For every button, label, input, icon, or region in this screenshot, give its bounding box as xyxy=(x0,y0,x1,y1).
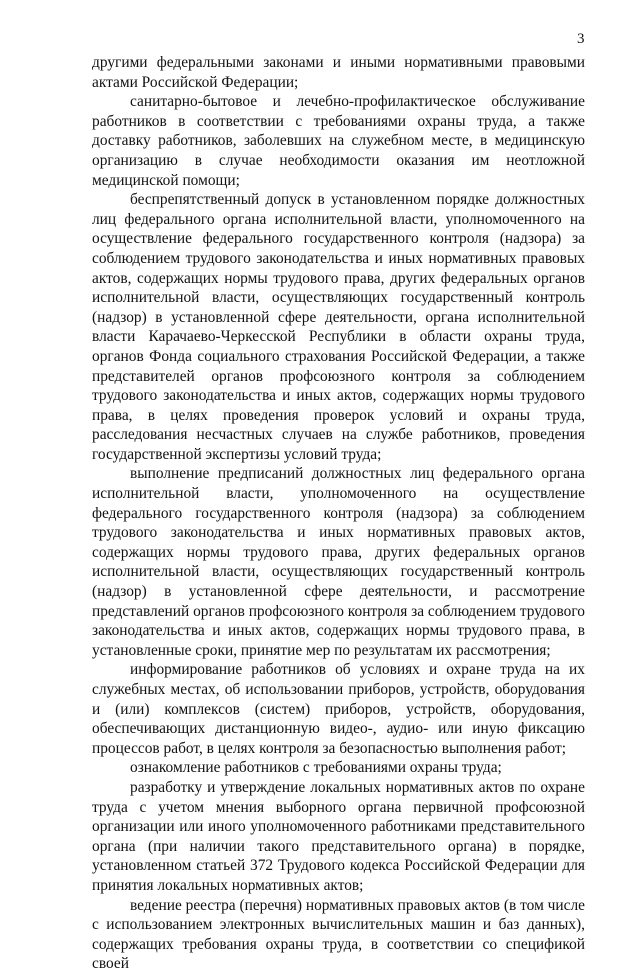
paragraph-informing-workers: информирование работников об условиях и охране труда на их служебных местах, об использовании приборов, устройств, оборудования и (или) комплексов (систем) приборов, устройств, оборудования, обеспечивающих дистанционную видео-, аудио- или иную фиксацию процессов работ, в целях контроля за безопасностью выполнения работ; xyxy=(92,661,585,757)
paragraph-familiarization: ознакомление работников с требованиями охраны труда; xyxy=(130,759,502,777)
paragraph-prescriptions: выполнение предписаний должностных лиц федерального органа исполнительной власти, уполномоченного на осуществление федерального государственного контроля (надзора) за соблюдением трудового законодательства и иных нормативных правовых актов, содержащих нормы трудового права, других федеральных органов исполнительной власти, осуществляющих государственный контроль (надзор) в установленной сфере деятельности, и рассмотрение представлений органов профсоюзного контроля за соблюдением трудового законодательства и иных актов, содержащих нормы трудового права, в установленные сроки, принятие мер по результатам их рассмотрения; xyxy=(92,465,585,659)
document-body xyxy=(92,53,585,974)
paragraph-local-acts: разработку и утверждение локальных нормативных актов по охране труда с учетом мнения выборного органа первичной профсоюзной организации или иного уполномоченного работниками представительного органа (при наличии такого представительного органа) в порядке, установленном статьей 372 Трудового кодекса Российской Федерации для принятия локальных нормативных актов; xyxy=(92,778,585,894)
paragraph-registry: ведение реестра (перечня) нормативных правовых актов (в том числе с использованием электронных вычислительных машин и баз данных), содержащих требования охраны труда, в соответствии со спецификой своей xyxy=(92,896,585,973)
paragraph-inspector-access: беспрепятственный допуск в установленном порядке должностных лиц федерального органа исполнительной власти, уполномоченного на осуществление федерального государственного контроля (надзора) за соблюдением трудового законодательства и иных нормативных правовых актов, содержащих нормы трудового права, других федеральных органов исполнительной власти, осуществляющих государственный контроль (надзор) в установленной сфере деятельности, органа исполнительной власти Карачаево-Черкесской Республики в области охраны труда, органов Фонда социального страхования Российской Федерации, а также представителей органов профсоюзного контроля за соблюдением трудового законодательства и иных актов, содержащих нормы трудового права, в целях проведения проверок условий и охраны труда, расследования несчастных случаев на службе работников, проведения государственной экспертизы условий труда; xyxy=(92,191,585,463)
paragraph-sanitary-service: санитарно-бытовое и лечебно-профилактическое обслуживание работников в соответствии с требованиями охраны труда, а также доставку работников, заболевших на служебном месте, в медицинскую организацию в случае необходимости оказания им неотложной медицинской помощи; xyxy=(92,93,585,189)
paragraph-continuation: другими федеральными законами и иными нормативными правовыми актами Российской Федерации; xyxy=(92,54,585,91)
page-number: 3 xyxy=(577,31,585,47)
